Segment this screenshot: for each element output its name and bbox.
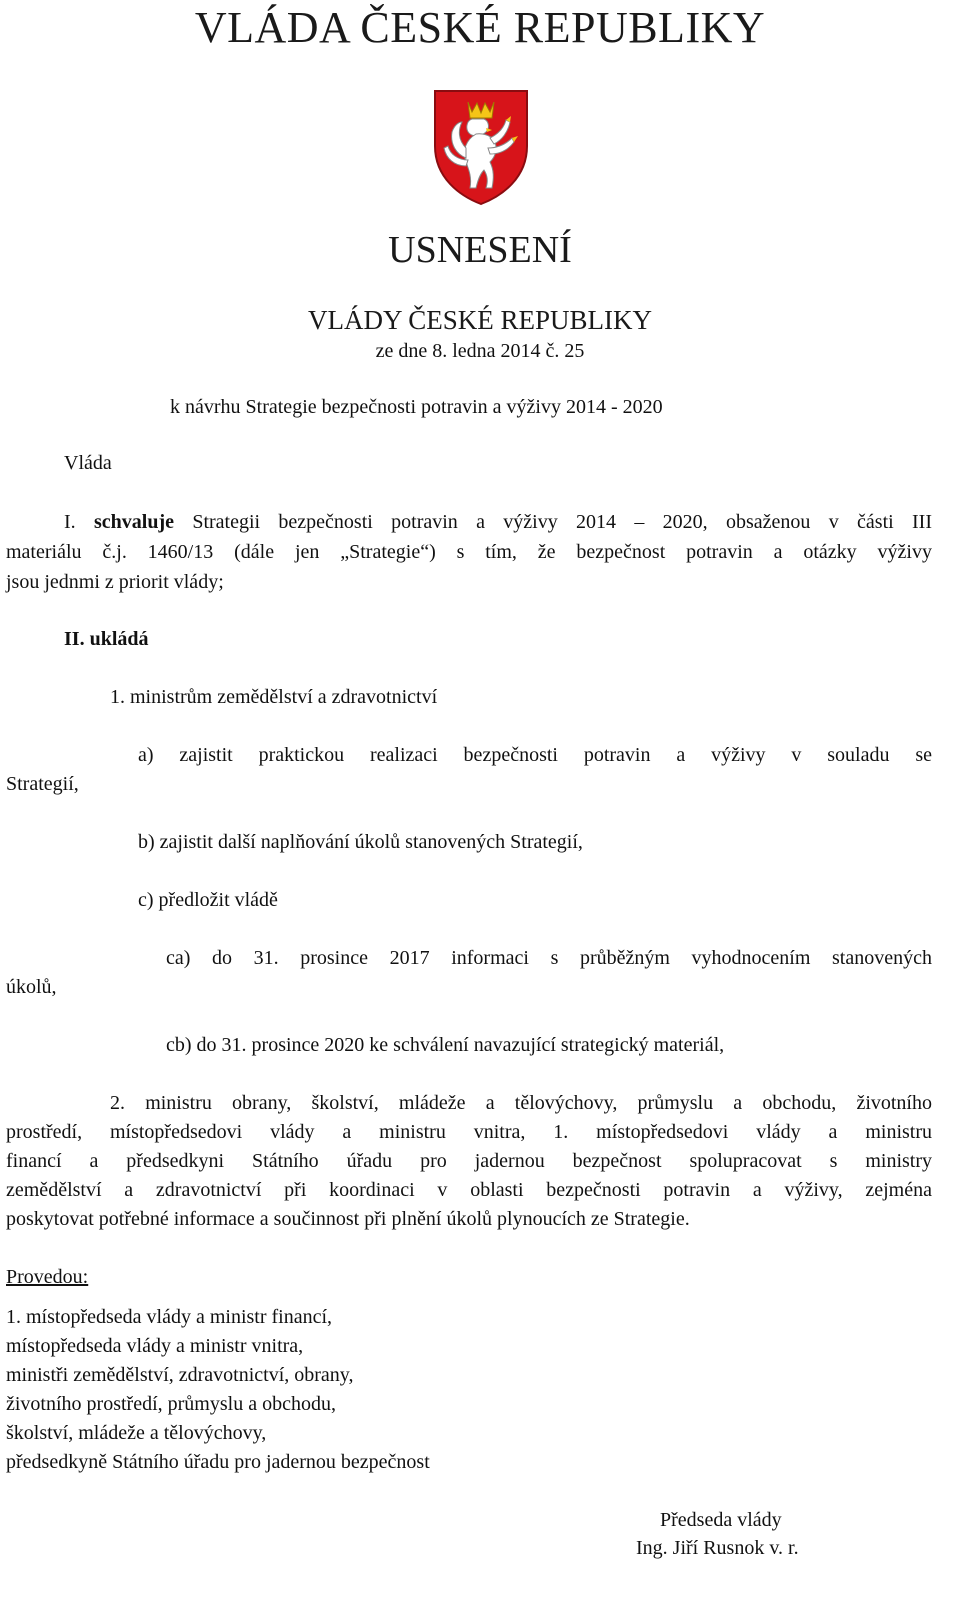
government-title: VLÁDA ČESKÉ REPUBLIKY xyxy=(194,3,766,52)
section1-line-2: materiálu č.j. 1460/13 (dále jen „Strategie“) s tím, že bezpečnost potravin a otázky výživy xyxy=(6,541,932,563)
resolution-government: VLÁDY ČESKÉ REPUBLIKY xyxy=(308,305,652,335)
item2-line-5: poskytovat potřebné informace a součinnost při plnění úkolů plynoucích ze Strategie. xyxy=(6,1208,690,1230)
item2-line-3: financí a předsedkyni Státního úřadu pro jadernou bezpečnost spolupracovat s ministry xyxy=(6,1150,932,1172)
executor-line-1: 1. místopředseda vlády a ministr financí, xyxy=(6,1306,333,1328)
executor-line-2: místopředseda vlády a ministr vnitra, xyxy=(6,1335,304,1357)
signature-role: Předseda vlády xyxy=(660,1509,782,1531)
resolution-subject: k návrhu Strategie bezpečnosti potravin a výživy 2014 - 2020 xyxy=(170,396,663,418)
item2-line-4: zemědělství a zdravotnictví při koordinaci v oblasti bezpečnosti potravin a výživy, zejména xyxy=(6,1179,932,1201)
executor-line-6: předsedkyně Státního úřadu pro jadernou bezpečnost xyxy=(6,1451,430,1473)
section1-verb: schvaluje xyxy=(94,511,174,533)
item1-a-line2: Strategií, xyxy=(6,773,79,795)
item1-cb: cb) do 31. prosince 2020 ke schválení navazující strategický materiál, xyxy=(166,1034,725,1056)
executor-line-4: životního prostředí, průmyslu a obchodu, xyxy=(6,1393,336,1415)
item1-b: b) zajistit další naplňování úkolů stanovených Strategií, xyxy=(138,831,583,853)
item1-a-line1: a) zajistit praktickou realizaci bezpečnosti potravin a výživy v souladu se xyxy=(138,744,932,766)
section1-numeral: I. xyxy=(64,511,76,533)
section2-heading: II. ukládá xyxy=(64,628,149,650)
signature-name: Ing. Jiří Rusnok v. r. xyxy=(636,1537,799,1559)
item1-ca-line1: ca) do 31. prosince 2017 informaci s průběžným vyhodnocením stanovených xyxy=(166,947,932,969)
executor-line-3: ministři zemědělství, zdravotnictví, obrany, xyxy=(6,1364,354,1386)
item1-heading: 1. ministrům zemědělství a zdravotnictví xyxy=(110,686,438,708)
item1-c: c) předložit vládě xyxy=(138,889,278,911)
section1-line-3: jsou jednmi z priorit vlády; xyxy=(6,571,224,593)
executors-heading: Provedou: xyxy=(6,1266,89,1288)
resolution-title: USNESENÍ xyxy=(388,229,572,271)
item1-ca-line2: úkolů, xyxy=(6,976,57,998)
item2-line-2: prostředí, místopředsedovi vlády a ministru vnitra, 1. místopředsedovi vlády a ministru xyxy=(6,1121,932,1143)
item2-line-1: 2. ministru obrany, školství, mládeže a tělovýchovy, průmyslu a obchodu, životního xyxy=(110,1092,932,1114)
resolution-date-number: ze dne 8. ledna 2014 č. 25 xyxy=(375,340,585,362)
section1-line-1: I. schvaluje Strategii bezpečnosti potravin a výživy 2014 – 2020, obsaženou v části III xyxy=(64,511,933,533)
subject-word: Vláda xyxy=(64,452,112,474)
czech-coat-of-arms-icon xyxy=(432,88,530,206)
executor-line-5: školství, mládeže a tělovýchovy, xyxy=(6,1422,267,1444)
